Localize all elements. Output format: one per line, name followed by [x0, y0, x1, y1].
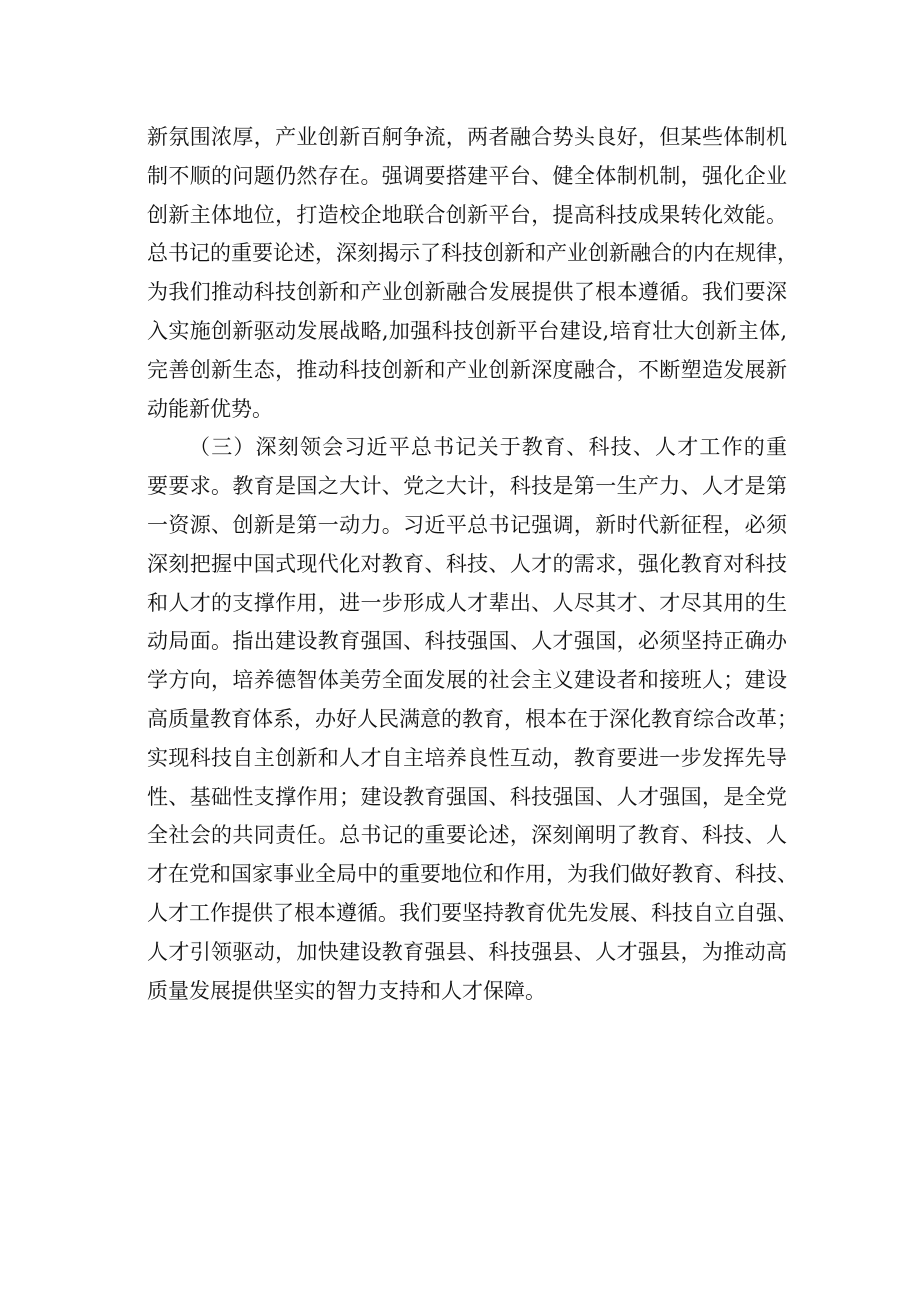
- text-line: 入实施创新驱动发展战略,加强科技创新平台建设,培育壮大创新主体,: [147, 318, 787, 343]
- text-line: 才在党和国家事业全局中的重要地位和作用，为我们做好教育、科技、: [147, 862, 798, 887]
- text-line: 要要求。教育是国之大计、党之大计，科技是第一生产力、人才是第: [147, 474, 787, 499]
- text-line: 和人才的支撑作用，进一步形成人才辈出、人尽其才、才尽其用的生: [147, 590, 787, 615]
- text-line: 动局面。指出建设教育强国、科技强国、人才强国，必须坚持正确办: [147, 629, 787, 654]
- section-heading-line: （三）深刻领会习近平总书记关于教育、科技、人才工作的重: [189, 435, 787, 460]
- text-line: 学方向，培养德智体美劳全面发展的社会主义建设者和接班人；建设: [147, 668, 787, 693]
- text-line: 制不顺的问题仍然存在。强调要搭建平台、健全体制机制，强化企业: [147, 163, 787, 188]
- text-line: 为我们推动科技创新和产业创新融合发展提供了根本遵循。我们要深: [147, 280, 787, 305]
- text-line: 总书记的重要论述，深刻揭示了科技创新和产业创新融合的内在规律，: [147, 241, 798, 266]
- text-line: 完善创新生态，推动科技创新和产业创新深度融合，不断塑造发展新: [147, 357, 787, 382]
- text-line: 深刻把握中国式现代化对教育、科技、人才的需求，强化教育对科技: [147, 551, 787, 576]
- paragraph-education-science-talent: [147, 428, 798, 1010]
- text-line: 一资源、创新是第一动力。习近平总书记强调，新时代新征程，必须: [147, 512, 787, 537]
- document-body: [147, 118, 798, 1010]
- text-line: 质量发展提供坚实的智力支持和人才保障。: [147, 978, 546, 1003]
- text-line: 新氛围浓厚，产业创新百舸争流，两者融合势头良好，但某些体制机: [147, 125, 787, 149]
- text-line: 性、基础性支撑作用；建设教育强国、科技强国、人才强国，是全党: [147, 784, 787, 809]
- text-line: 人才引领驱动，加快建设教育强县、科技强县、人才强县，为推动高: [147, 939, 787, 964]
- text-line: 动能新优势。: [147, 396, 273, 421]
- paragraph-innovation-fusion: [147, 118, 798, 428]
- text-line: 高质量教育体系，办好人民满意的教育，根本在于深化教育综合改革；: [147, 706, 798, 731]
- text-line: 实现科技自主创新和人才自主培养良性互动，教育要进一步发挥先导: [147, 745, 787, 770]
- text-line: 创新主体地位，打造校企地联合创新平台，提高科技成果转化效能。: [147, 202, 787, 227]
- text-line: 人才工作提供了根本遵循。我们要坚持教育优先发展、科技自立自强、: [147, 900, 798, 925]
- text-line: 全社会的共同责任。总书记的重要论述，深刻阐明了教育、科技、人: [147, 823, 787, 848]
